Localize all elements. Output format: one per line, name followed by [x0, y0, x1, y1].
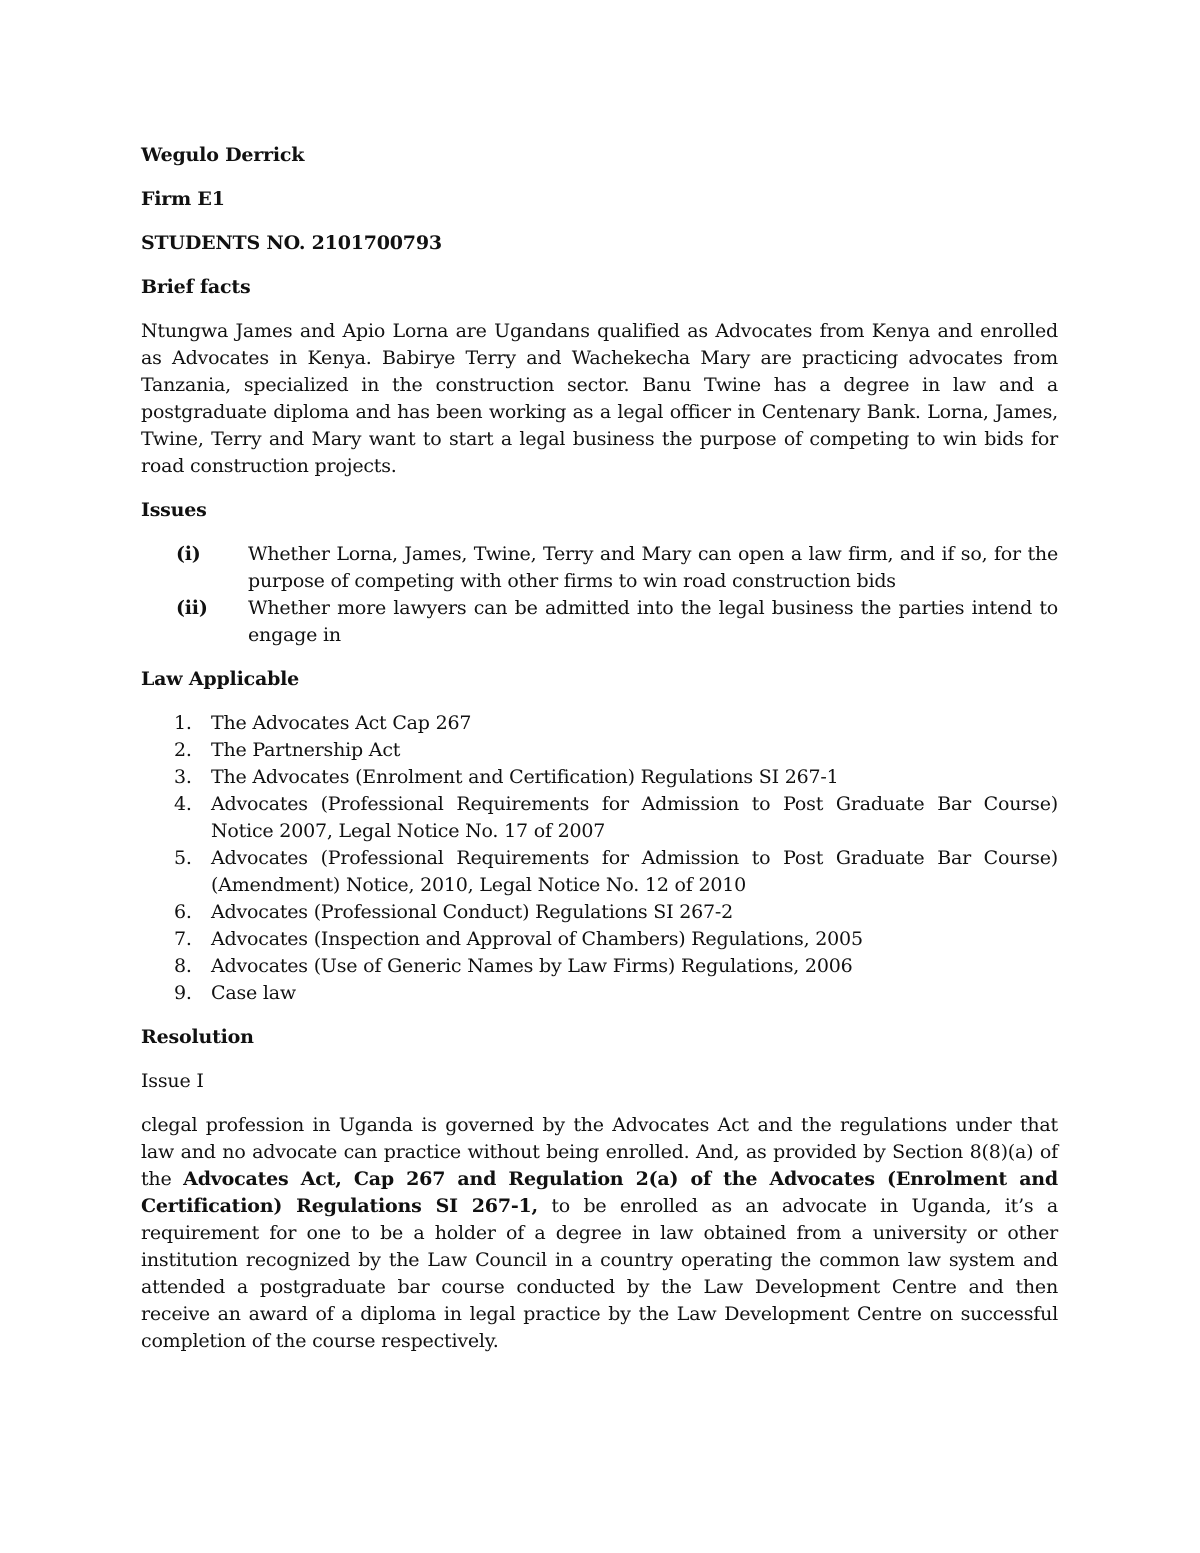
law-item-text: Advocates (Professional Requirements for Admission to Post Graduate Bar Course) Notice 2007, Legal Notice No. 17 of 2007 [211, 793, 1058, 842]
law-item [141, 953, 1058, 980]
issue-text: Whether more lawyers can be admitted into the legal business the parties intend to engage in [248, 597, 1058, 646]
law-item [141, 764, 1058, 791]
law-item-number: 6. [174, 901, 192, 923]
resolution-text [141, 1112, 1058, 1355]
law-item-number: 4. [174, 793, 192, 815]
law-item [141, 980, 1058, 1007]
law-item-number: 9. [174, 982, 192, 1004]
issue-item [141, 541, 1058, 595]
issue-number: (i) [176, 543, 201, 565]
issue-text: Whether Lorna, James, Twine, Terry and Mary can open a law firm, and if so, for the purpose of competing with other firms to win road construction bids [248, 543, 1058, 592]
law-applicable-list [141, 710, 1058, 1007]
brief-facts-text: Ntungwa James and Apio Lorna are Ugandans qualified as Advocates from Kenya and enrolled as Advocates in Kenya. Babirye Terry and Wachekecha Mary are practicing advocates from Tanzania, specialized in the construction sector. Banu Twine has a degree in law and a postgraduate diploma and has been working as a legal officer in Centenary Bank. Lorna, James, Twine, Terry and Mary want to start a legal business the purpose of competing to win bids for road construction projects. [141, 320, 1058, 477]
resolution-text-bold: Advocates Act, Cap 267 and Regulation 2(a) of the Advocates (Enrolment and Certification) Regulations SI 267-1, [141, 1168, 1059, 1217]
law-item-number: 5. [174, 847, 192, 869]
law-item [141, 899, 1058, 926]
law-item-text: Advocates (Use of Generic Names by Law Firms) Regulations, 2006 [211, 955, 853, 977]
law-item-text: The Partnership Act [211, 739, 401, 761]
law-item-text: The Advocates (Enrolment and Certification) Regulations SI 267-1 [211, 766, 839, 788]
law-item [141, 710, 1058, 737]
author-name: Wegulo Derrick [141, 144, 305, 166]
firm-name: Firm E1 [141, 188, 225, 210]
student-number: STUDENTS NO. 2101700793 [141, 232, 442, 254]
resolution-text-part2: to be enrolled as an advocate in Uganda, it’s a requirement for one to be a holder of a degree in law obtained from a university or other institution recognized by the Law Council in a country operating the common law system and attended a postgraduate bar course conducted by the Law Development Centre and then receive an award of a diploma in legal practice by the Law Development Centre on successful completion of the course respectively. [141, 1195, 1058, 1352]
law-item-text: Advocates (Inspection and Approval of Chambers) Regulations, 2005 [211, 928, 863, 950]
law-item-number: 3. [174, 766, 192, 788]
law-item [141, 791, 1058, 845]
law-item-number: 7. [174, 928, 192, 950]
document-page [141, 142, 1058, 1372]
law-item [141, 845, 1058, 899]
issues-heading: Issues [141, 499, 207, 521]
law-item-text: Advocates (Professional Conduct) Regulations SI 267-2 [211, 901, 733, 923]
law-item-text: Case law [211, 982, 296, 1004]
resolution-text-part1: clegal profession in Uganda is governed by the Advocates Act and the regulations under that law and no advocate can practice without being enrolled. And, as provided by Section 8(8)(a) of the [141, 1114, 1058, 1190]
law-item-number: 2. [174, 739, 192, 761]
law-item [141, 737, 1058, 764]
law-item-text: Advocates (Professional Requirements for Admission to Post Graduate Bar Course) (Amendment) Notice, 2010, Legal Notice No. 12 of 2010 [211, 847, 1058, 896]
law-item-text: The Advocates Act Cap 267 [211, 712, 472, 734]
issue-one-subheading: Issue I [141, 1070, 204, 1092]
law-item-number: 8. [174, 955, 192, 977]
issues-list [141, 541, 1058, 649]
law-item-number: 1. [174, 712, 192, 734]
law-item [141, 926, 1058, 953]
resolution-heading: Resolution [141, 1026, 254, 1048]
issue-item [141, 595, 1058, 649]
law-applicable-heading: Law Applicable [141, 668, 300, 690]
issue-number: (ii) [176, 597, 208, 619]
brief-facts-heading: Brief facts [141, 276, 251, 298]
